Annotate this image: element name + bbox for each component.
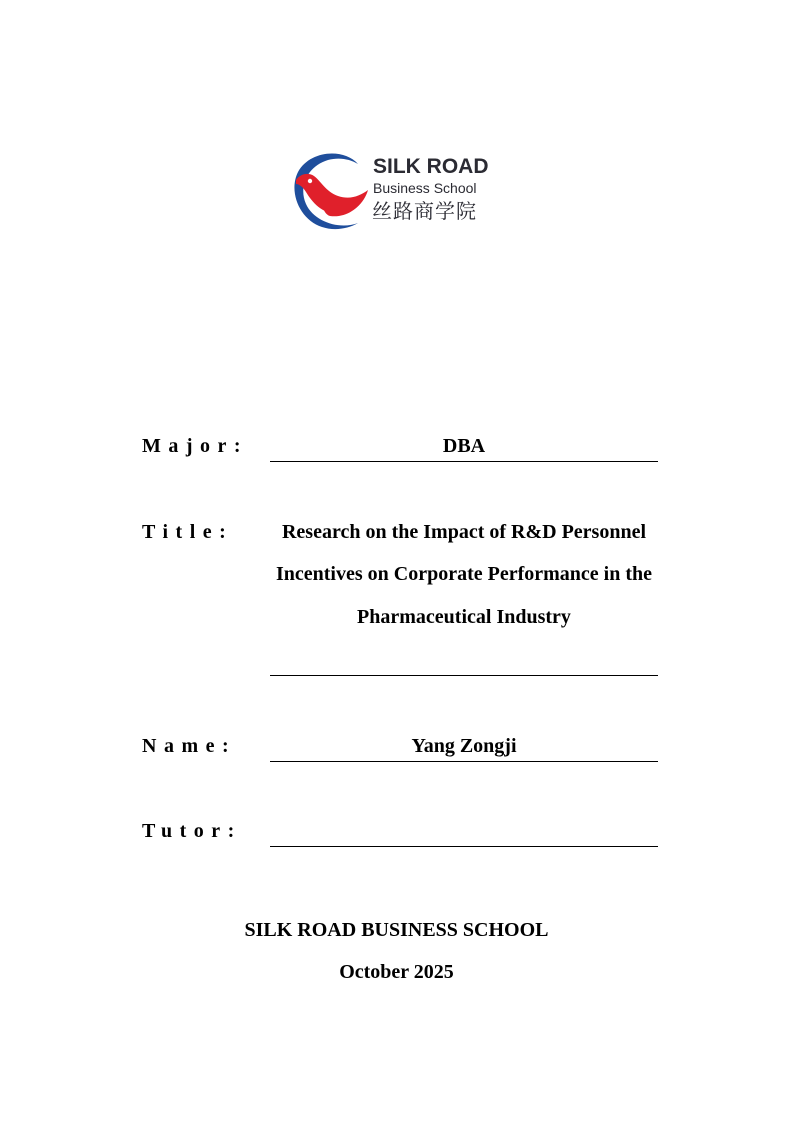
logo-title: SILK ROAD [373,155,489,178]
thesis-title-value: Research on the Impact of R&D Personnel Incentives on Corporate Performance in the Pharmaceutical Industry [270,511,658,676]
submission-date: October 2025 [339,961,454,983]
tutor-label: Tutor: [142,820,242,842]
title-label: Title: [142,521,234,543]
major-value: DBA [270,434,658,462]
tutor-value [270,819,658,847]
institution-name: SILK ROAD BUSINESS SCHOOL [244,919,549,941]
logo-subtitle: Business School [373,180,477,196]
school-logo [292,148,518,248]
bird-emblem-icon [292,148,372,238]
name-label: Name: [142,735,237,757]
major-label: Major: [142,435,249,457]
name-value: Yang Zongji [270,734,658,762]
logo-chinese-name: 丝路商学院 [372,199,477,223]
